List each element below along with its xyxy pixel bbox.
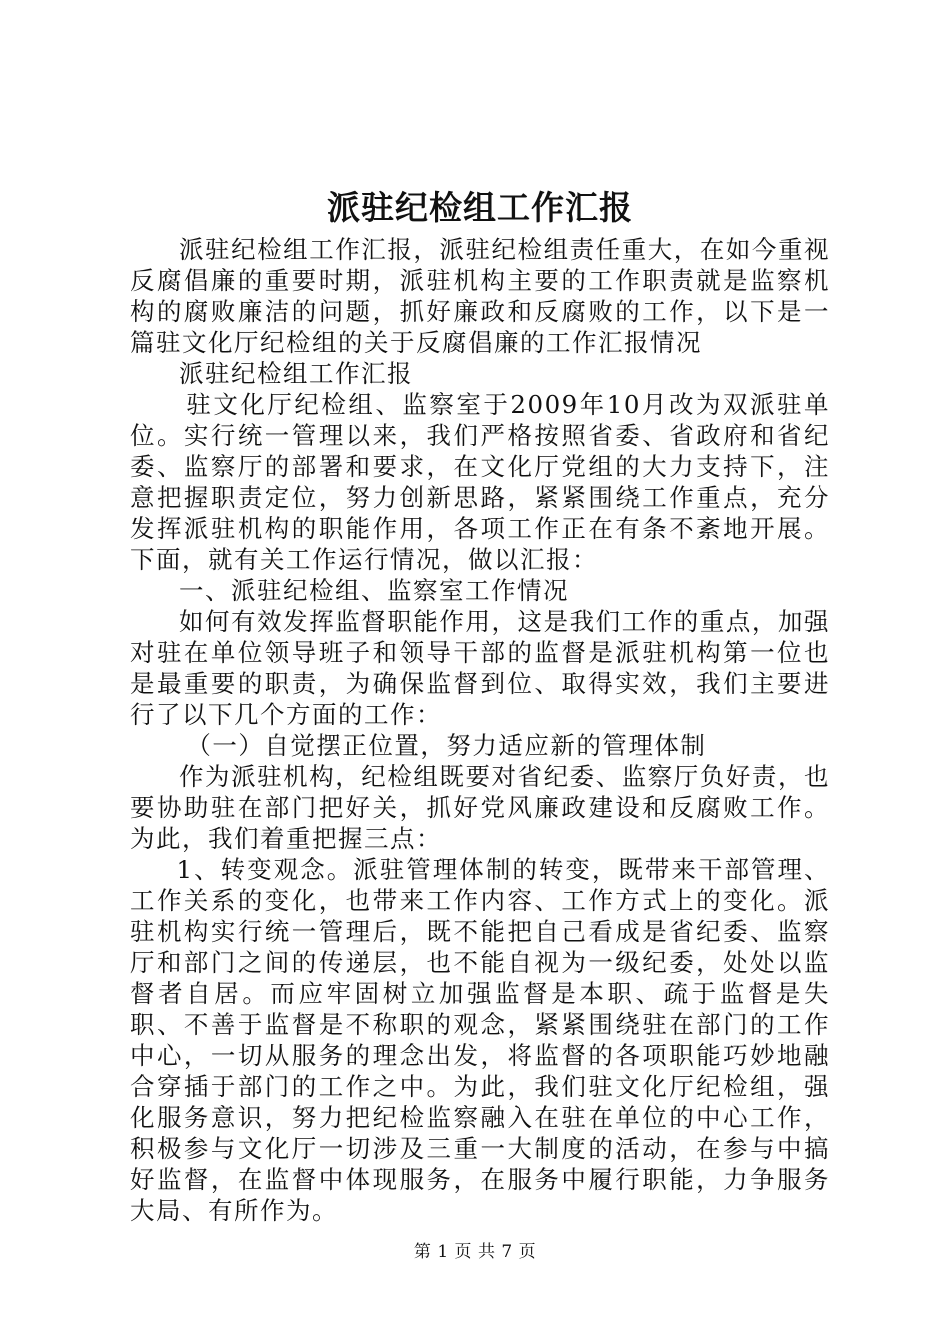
page-footer: 第 1 页 共 7 页 (413, 1242, 537, 1262)
supervision-paragraph: 如何有效发挥监督职能作用，这是我们工作的重点，加强对驻在单位领导班子和领导干部的监督是派驻机构第一位也是最重要的职责，为确保监督到位、取得实效，我们主要进行了以下几个方面的工作： (130, 607, 830, 729)
section-heading-1: 一、派驻纪检组、监察室工作情况 (179, 576, 569, 605)
role-paragraph: 作为派驻机构，纪检组既要对省纪委、监察厅负好责，也要协助驻在部门把好关，抓好党风廉政建设和反腐败工作。为此，我们着重把握三点： (130, 762, 830, 853)
document-body (130, 234, 830, 1226)
intro-paragraph: 派驻纪检组工作汇报，派驻纪检组责任重大，在如今重视反腐倡廉的重要时期，派驻机构主要的工作职责就是监察机构的腐败廉洁的问题，抓好廉政和反腐败的工作，以下是一篇驻文化厅纪检组的关于反腐倡廉的工作汇报情况 (130, 235, 830, 357)
background-paragraph: 驻文化厅纪检组、监察室于2009年10月改为双派驻单位。实行统一管理以来，我们严格按照省委、省政府和省纪委、监察厅的部署和要求，在文化厅党组的大力支持下，注意把握职责定位，努力创新思路，紧紧围绕工作重点，充分发挥派驻机构的职能作用，各项工作正在有条不紊地开展。下面，就有关工作运行情况，做以汇报： (130, 390, 830, 574)
subsection-heading-1: （一）自觉摆正位置，努力适应新的管理体制 (186, 731, 707, 760)
point-1-paragraph: 1、转变观念。派驻管理体制的转变，既带来干部管理、工作关系的变化，也带来工作内容、工作方式上的变化。派驻机构实行统一管理后，既不能把自己看成是省纪委、监察厅和部门之间的传递层，也不能自视为一级纪委，处处以监督者自居。而应牢固树立加强监督是本职、疏于监督是失职、不善于监督是不称职的观念，紧紧围绕驻在部门的工作中心，一切从服务的理念出发，将监督的各项职能巧妙地融合穿插于部门的工作之中。为此，我们驻文化厅纪检组，强化服务意识，努力把纪检监察融入在驻在单位的中心工作，积极参与文化厅一切涉及三重一大制度的活动，在参与中搞好监督，在监督中体现服务，在服务中履行职能，力争服务大局、有所作为。 (130, 855, 830, 1225)
subtitle-paragraph: 派驻纪检组工作汇报 (179, 359, 413, 388)
document-title: 派驻纪检组工作汇报 (327, 188, 633, 227)
